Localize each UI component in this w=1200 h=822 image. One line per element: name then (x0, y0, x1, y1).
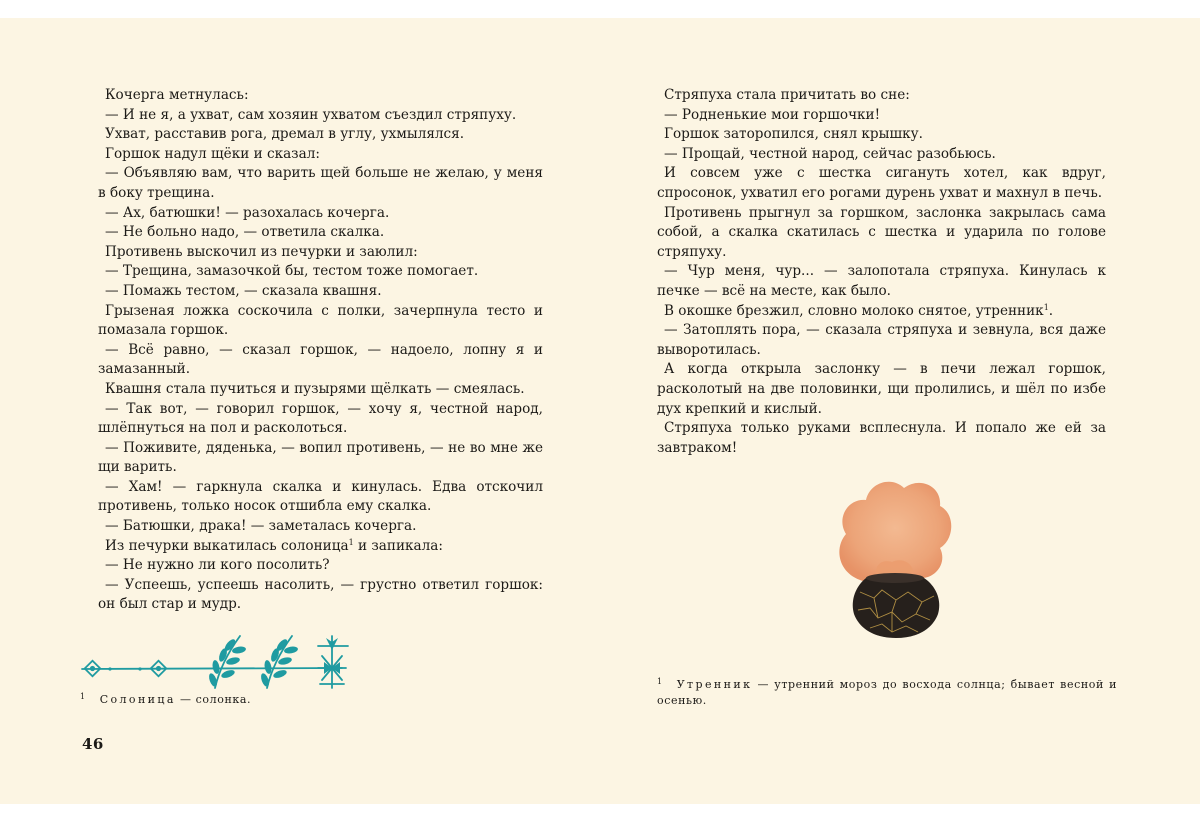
paragraph: — Родненькие мои горшочки! (664, 106, 881, 123)
footnote (657, 674, 1117, 709)
paragraph-text: и запикала: (353, 537, 443, 554)
footnote-term: Солоница (99, 693, 176, 706)
footnote-definition: — утренний мороз до восхода солнца; бывает весной и осенью. (657, 678, 1117, 707)
book-spread (0, 18, 1200, 804)
paragraph: Противень прыгнул за горшком, заслонка закрылась сама собой, а скалка скатилась с шестка и ударила по голове стряпуху. (657, 204, 1106, 260)
paragraph: — Чур меня, чур... — залопотала стряпуха. Кинулась к печке — всё на месте, как было. (657, 263, 1106, 299)
paragraph: Грызеная ложка соскочила с полки, зачерпнула тесто и помазала горшок. (98, 302, 543, 339)
floral-ornament-icon (80, 622, 360, 692)
paragraph: Кочерга метнулась: (105, 87, 249, 103)
left-page (0, 18, 600, 804)
paragraph: — Батюшки, драка! — заметалась кочерга. (105, 518, 417, 535)
paragraph-text: Из печурки выкатилась солоница (105, 537, 349, 554)
paragraph: И совсем уже с шестка сигануть хотел, как вдруг, спросонок, ухватил его рогами дурень ухват и махнул в печь. (657, 165, 1106, 201)
paragraph: Горшок надул щёки и сказал: (105, 145, 320, 162)
paragraph: — Трещина, замазочкой бы, тестом тоже помогает. (105, 263, 479, 280)
paragraph-text: В окошке брезжил, словно молоко снятое, утренник (664, 302, 1044, 319)
paragraph: — Так вот, — говорил горшок, — хочу я, честной народ, шлёпнуться на пол и расколоться. (98, 400, 543, 437)
paragraph: — Ах, батюшки! — разохалась кочерга. (105, 204, 390, 221)
cracked-pot-illustration-icon (830, 468, 960, 648)
right-page-text (657, 86, 1106, 458)
paragraph: Ухват, расставив рога, дремал в углу, ухмылялся. (105, 126, 465, 143)
paragraph: Квашня стала пучиться и пузырями щёлкать — смеялась. (105, 380, 525, 397)
paragraph: Противень выскочил из печурки и заюлил: (105, 243, 418, 260)
paragraph: — Поживите, дяденька, — вопил противень, — не во мне же щи варить. (98, 439, 543, 476)
paragraph: — Прощай, честной народ, сейчас разобьюсь. (664, 145, 996, 162)
right-page (600, 18, 1200, 804)
paragraph: — Всё равно, — сказал горшок, — надоело, лопну я и замазанный. (98, 341, 543, 378)
paragraph: — Хам! — гаркнула скалка и кинулась. Едва отскочил противень, только носок отшибла ему скалка. (98, 478, 543, 515)
footnote (80, 689, 540, 708)
footnote-mark: 1 (80, 692, 86, 701)
footnote-definition: — солонка. (175, 693, 252, 706)
paragraph: — Помажь тестом, — сказала квашня. (105, 282, 382, 299)
page-number: 46 (82, 735, 104, 753)
footnote-term: Утренник (676, 678, 753, 691)
footnote-mark: 1 (657, 677, 663, 686)
paragraph: — И не я, а ухват, сам хозяин ухватом съездил стряпуху. (105, 106, 517, 123)
paragraph: — Не нужно ли кого посолить? (105, 557, 330, 574)
paragraph: — Успеешь, успеешь насолить, — грустно ответил горшок: он был стар и мудр. (98, 576, 543, 613)
footnote-reference[interactable]: 1 (1043, 302, 1049, 312)
paragraph: Стряпуха только руками всплеснула. И попало же ей за завтраком! (657, 420, 1106, 456)
footnote-reference[interactable]: 1 (348, 537, 354, 547)
left-page-text (98, 86, 543, 615)
paragraph: — Объявляю вам, что варить щей больше не желаю, у меня в боку трещина. (98, 165, 543, 201)
paragraph: А когда открыла заслонку — в печи лежал горшок, расколотый на две половинки, щи пролились, и шёл по избе дух крепкий и кислый. (657, 361, 1106, 417)
paragraph-with-footnote (657, 302, 1106, 322)
paragraph: Стряпуха стала причитать во сне: (664, 87, 910, 103)
paragraph: — Не больно надо, — ответила скалка. (105, 224, 385, 241)
paragraph-with-footnote (98, 537, 543, 557)
paragraph-text: . (1048, 302, 1054, 319)
paragraph: Горшок заторопился, снял крышку. (664, 126, 923, 143)
paragraph: — Затоплять пора, — сказала стряпуха и зевнула, вся даже выворотилась. (657, 322, 1106, 358)
